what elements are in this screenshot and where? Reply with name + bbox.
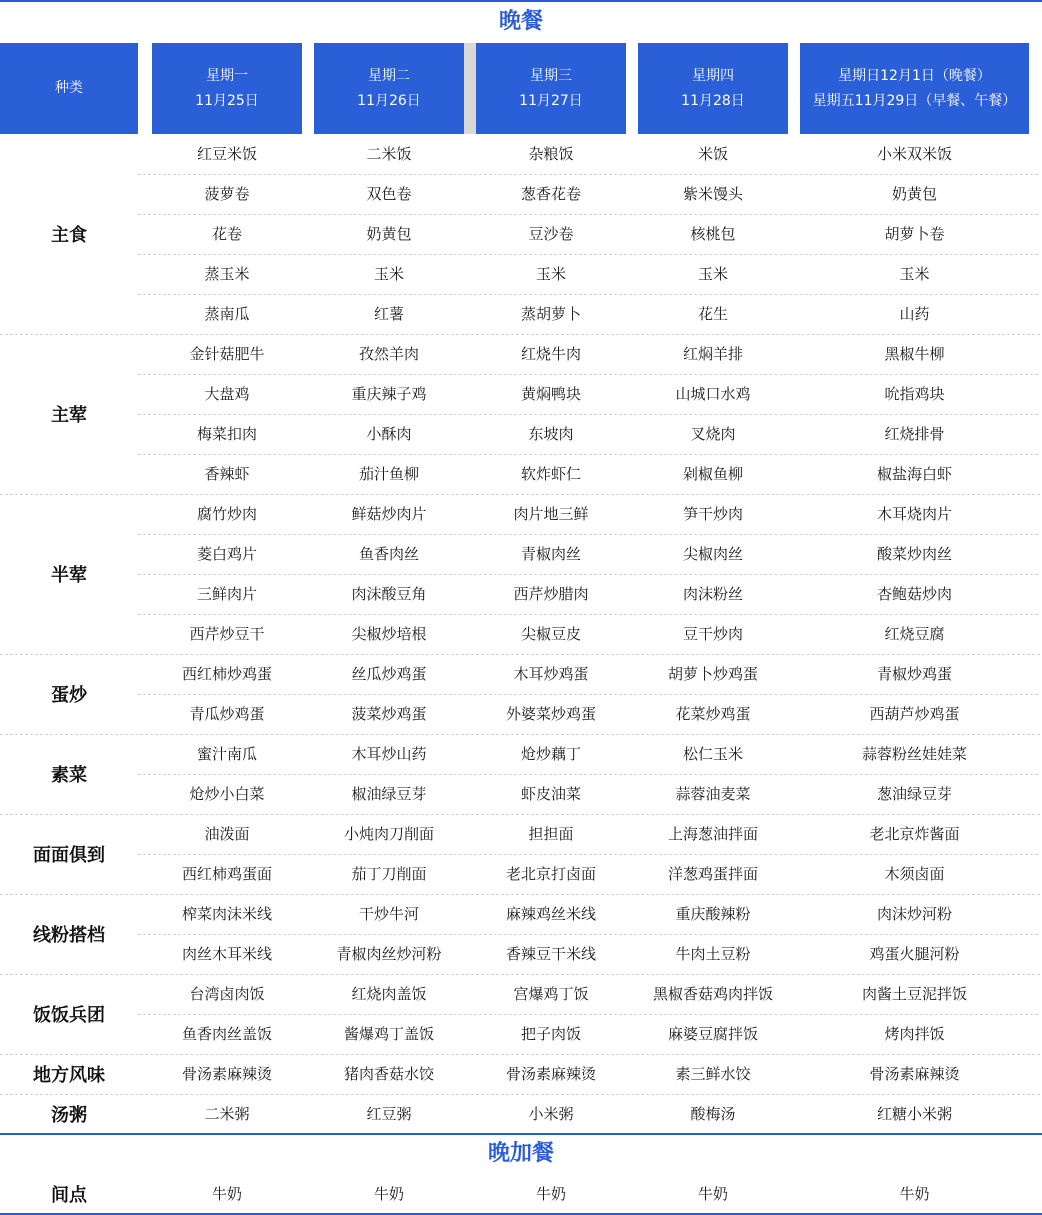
menu-cell: 鲜菇炒肉片 bbox=[351, 505, 427, 523]
header-day-date: 11月27日 bbox=[519, 92, 583, 109]
menu-cell: 老北京打卤面 bbox=[505, 865, 596, 883]
menu-cell: 红糖小米粥 bbox=[876, 1105, 952, 1123]
menu-cell: 台湾卤肉饭 bbox=[189, 985, 265, 1003]
menu-cell: 吮指鸡块 bbox=[884, 385, 945, 403]
row-divider bbox=[138, 454, 1038, 455]
menu-cell: 红烧豆腐 bbox=[884, 625, 945, 643]
menu-cell: 剁椒鱼柳 bbox=[682, 465, 743, 483]
menu-cell: 核桃包 bbox=[690, 225, 736, 243]
menu-cell: 牛奶 bbox=[697, 1185, 728, 1203]
menu-cell: 上海葱油拌面 bbox=[667, 825, 758, 843]
menu-cell: 虾皮油菜 bbox=[520, 785, 581, 803]
menu-cell: 肉沫炒河粉 bbox=[876, 905, 952, 923]
menu-cell: 蒸玉米 bbox=[204, 265, 250, 283]
menu-cell: 重庆酸辣粉 bbox=[675, 905, 751, 923]
row-divider bbox=[138, 934, 1038, 935]
menu-cell: 茄丁刀削面 bbox=[351, 865, 427, 883]
menu-cell: 杂粮饭 bbox=[528, 145, 574, 163]
menu-cell: 老北京炸酱面 bbox=[869, 825, 960, 843]
category-label: 地方风味 bbox=[33, 1065, 105, 1086]
menu-cell: 干炒牛河 bbox=[358, 905, 419, 923]
menu-cell: 玉米 bbox=[373, 265, 404, 283]
menu-cell: 二米粥 bbox=[204, 1105, 250, 1123]
menu-cell: 叉烧肉 bbox=[690, 425, 736, 443]
menu-cell: 蒜蓉粉丝娃娃菜 bbox=[861, 745, 967, 763]
menu-cell: 西芹炒腊肉 bbox=[513, 585, 589, 603]
menu-cell: 双色卷 bbox=[366, 185, 412, 203]
category-label: 蛋炒 bbox=[51, 685, 87, 706]
menu-cell: 黄焖鸭块 bbox=[520, 385, 581, 403]
menu-cell: 麻婆豆腐拌饭 bbox=[667, 1025, 758, 1043]
menu-cell: 猪肉香菇水饺 bbox=[343, 1065, 434, 1083]
row-divider bbox=[138, 294, 1038, 295]
menu-cell: 山城口水鸡 bbox=[675, 385, 751, 403]
category-label: 汤粥 bbox=[51, 1105, 87, 1126]
header-day-3 bbox=[476, 43, 626, 134]
menu-cell: 大盘鸡 bbox=[204, 385, 250, 403]
menu-cell: 菱白鸡片 bbox=[196, 545, 257, 563]
menu-cell: 洋葱鸡蛋拌面 bbox=[667, 865, 758, 883]
menu-cell: 鱼香肉丝盖饭 bbox=[181, 1025, 272, 1043]
menu-cell: 油泼面 bbox=[204, 825, 250, 843]
menu-cell: 麻辣鸡丝米线 bbox=[505, 905, 596, 923]
header-divider bbox=[464, 43, 476, 134]
menu-cell: 玉米 bbox=[697, 265, 728, 283]
menu-cell: 炝炒藕丁 bbox=[520, 745, 581, 763]
menu-cell: 牛奶 bbox=[211, 1185, 242, 1203]
menu-cell: 骨汤素麻辣烫 bbox=[181, 1065, 272, 1083]
header-day-5 bbox=[800, 43, 1029, 134]
menu-cell: 蒸南瓜 bbox=[204, 305, 250, 323]
header-day-date: 11月26日 bbox=[357, 92, 421, 109]
menu-cell: 木耳炒山药 bbox=[351, 745, 427, 763]
menu-cell: 胡萝卜炒鸡蛋 bbox=[667, 665, 758, 683]
menu-cell: 鸡蛋火腿河粉 bbox=[869, 945, 960, 963]
menu-cell: 木耳炒鸡蛋 bbox=[513, 665, 589, 683]
menu-cell: 西葫芦炒鸡蛋 bbox=[869, 705, 960, 723]
menu-cell: 松仁玉米 bbox=[682, 745, 743, 763]
menu-cell: 葱油绿豆芽 bbox=[876, 785, 952, 803]
snack-title: 晚加餐 bbox=[487, 1141, 554, 1166]
menu-cell: 三鲜肉片 bbox=[196, 585, 257, 603]
menu-cell: 葱香花卷 bbox=[520, 185, 581, 203]
menu-cell: 胡萝卜卷 bbox=[884, 225, 945, 243]
menu-cell: 花生 bbox=[697, 305, 728, 323]
menu-cell: 丝瓜炒鸡蛋 bbox=[351, 665, 427, 683]
header-day-2 bbox=[314, 43, 464, 134]
menu-cell: 孜然羊肉 bbox=[358, 345, 419, 363]
menu-cell: 香辣虾 bbox=[204, 465, 250, 483]
category-label: 主食 bbox=[51, 225, 87, 246]
category-label: 间点 bbox=[51, 1185, 87, 1206]
header-day-weekday: 星期一 bbox=[206, 67, 248, 84]
menu-cell: 腐竹炒肉 bbox=[196, 505, 257, 523]
menu-cell: 菠菜炒鸡蛋 bbox=[351, 705, 427, 723]
header-category-label: 种类 bbox=[55, 80, 83, 96]
menu-cell: 红烧肉盖饭 bbox=[351, 985, 427, 1003]
menu-cell: 花菜炒鸡蛋 bbox=[675, 705, 751, 723]
menu-cell: 黑椒牛柳 bbox=[884, 345, 945, 363]
menu-cell: 担担面 bbox=[528, 825, 574, 843]
row-divider bbox=[138, 414, 1038, 415]
menu-cell: 肉酱土豆泥拌饭 bbox=[861, 985, 967, 1003]
menu-cell: 蒜蓉油麦菜 bbox=[675, 785, 751, 803]
menu-cell: 奶黄包 bbox=[366, 225, 412, 243]
menu-cell: 牛肉土豆粉 bbox=[675, 945, 751, 963]
menu-cell: 木须卤面 bbox=[884, 865, 945, 883]
menu-cell: 小炖肉刀削面 bbox=[343, 825, 434, 843]
menu-cell: 尖椒豆皮 bbox=[520, 625, 581, 643]
menu-cell: 酱爆鸡丁盖饭 bbox=[343, 1025, 434, 1043]
menu-cell: 西红柿鸡蛋面 bbox=[181, 865, 272, 883]
menu-cell: 梅菜扣肉 bbox=[196, 425, 257, 443]
menu-cell: 红豆米饭 bbox=[196, 145, 257, 163]
menu-cell: 宫爆鸡丁饭 bbox=[513, 985, 589, 1003]
menu-cell: 豆沙卷 bbox=[528, 225, 574, 243]
menu-cell: 青瓜炒鸡蛋 bbox=[189, 705, 265, 723]
row-divider bbox=[138, 774, 1038, 775]
menu-cell: 青椒肉丝 bbox=[520, 545, 581, 563]
menu-cell: 蒸胡萝卜 bbox=[520, 305, 581, 323]
menu-cell: 金针菇肥牛 bbox=[189, 345, 265, 363]
menu-cell: 骨汤素麻辣烫 bbox=[869, 1065, 960, 1083]
row-divider bbox=[138, 854, 1038, 855]
menu-cell: 把子肉饭 bbox=[520, 1025, 581, 1043]
menu-cell: 蜜汁南瓜 bbox=[196, 745, 257, 763]
header-day-weekday: 星期日12月1日（晚餐） bbox=[838, 67, 991, 84]
menu-cell: 菠萝卷 bbox=[204, 185, 250, 203]
row-divider bbox=[138, 374, 1038, 375]
menu-cell: 奶黄包 bbox=[891, 185, 937, 203]
category-label: 饭饭兵团 bbox=[33, 1005, 105, 1026]
menu-cell: 骨汤素麻辣烫 bbox=[505, 1065, 596, 1083]
header-day-date: 11月25日 bbox=[195, 92, 259, 109]
menu-cell: 素三鲜水饺 bbox=[675, 1065, 751, 1083]
menu-cell: 烤肉拌饭 bbox=[884, 1025, 945, 1043]
menu-cell: 西红柿炒鸡蛋 bbox=[181, 665, 272, 683]
menu-cell: 米饭 bbox=[697, 145, 728, 163]
menu-cell: 玉米 bbox=[899, 265, 930, 283]
row-divider bbox=[138, 694, 1038, 695]
menu-cell: 红薯 bbox=[373, 305, 404, 323]
row-divider bbox=[138, 534, 1038, 535]
menu-cell: 豆干炒肉 bbox=[682, 625, 743, 643]
menu-cell: 杏鲍菇炒肉 bbox=[876, 585, 952, 603]
header-day-weekday: 星期二 bbox=[368, 67, 410, 84]
menu-cell: 炝炒小白菜 bbox=[189, 785, 265, 803]
row-divider bbox=[138, 614, 1038, 615]
menu-cell: 椒盐海白虾 bbox=[876, 465, 952, 483]
menu-cell: 东坡肉 bbox=[528, 425, 574, 443]
menu-cell: 肉沫粉丝 bbox=[682, 585, 743, 603]
menu-cell: 二米饭 bbox=[366, 145, 412, 163]
row-divider bbox=[138, 174, 1038, 175]
menu-cell: 小米粥 bbox=[528, 1105, 574, 1123]
menu-cell: 紫米馒头 bbox=[682, 185, 743, 203]
menu-cell: 酸梅汤 bbox=[690, 1105, 736, 1123]
category-label: 线粉搭档 bbox=[33, 925, 105, 946]
header-day-date: 11月28日 bbox=[681, 92, 745, 109]
menu-cell: 木耳烧肉片 bbox=[876, 505, 952, 523]
menu-cell: 红豆粥 bbox=[366, 1105, 412, 1123]
menu-cell: 青椒炒鸡蛋 bbox=[876, 665, 952, 683]
menu-cell: 牛奶 bbox=[535, 1185, 566, 1203]
category-label: 半荤 bbox=[51, 565, 87, 586]
row-divider bbox=[138, 214, 1038, 215]
menu-cell: 香辣豆干米线 bbox=[505, 945, 596, 963]
category-label: 素菜 bbox=[51, 765, 87, 786]
header-category bbox=[0, 43, 138, 134]
menu-cell: 肉丝木耳米线 bbox=[181, 945, 272, 963]
row-divider bbox=[138, 574, 1038, 575]
menu-cell: 肉片地三鲜 bbox=[513, 505, 589, 523]
menu-cell: 玉米 bbox=[535, 265, 566, 283]
menu-cell: 红烧牛肉 bbox=[520, 345, 581, 363]
menu-cell: 花卷 bbox=[211, 225, 242, 243]
menu-cell: 尖椒炒培根 bbox=[351, 625, 427, 643]
menu-cell: 红焖羊排 bbox=[682, 345, 743, 363]
menu-cell: 山药 bbox=[899, 305, 930, 323]
category-label: 主荤 bbox=[51, 405, 87, 426]
header-day-weekday: 星期三 bbox=[530, 67, 572, 84]
dinner-title: 晚餐 bbox=[498, 9, 543, 34]
row-divider bbox=[138, 254, 1038, 255]
header-day-1 bbox=[152, 43, 302, 134]
menu-cell: 牛奶 bbox=[373, 1185, 404, 1203]
menu-cell: 茄汁鱼柳 bbox=[358, 465, 419, 483]
menu-cell: 软炸虾仁 bbox=[520, 465, 581, 483]
menu-cell: 黑椒香菇鸡肉拌饭 bbox=[652, 985, 773, 1003]
menu-cell: 鱼香肉丝 bbox=[358, 545, 419, 563]
menu-cell: 青椒肉丝炒河粉 bbox=[336, 945, 442, 963]
menu-cell: 小米双米饭 bbox=[876, 145, 952, 163]
menu-cell: 红烧排骨 bbox=[884, 425, 945, 443]
menu-cell: 重庆辣子鸡 bbox=[351, 385, 427, 403]
menu-cell: 西芹炒豆干 bbox=[189, 625, 265, 643]
menu-cell: 小酥肉 bbox=[366, 425, 412, 443]
header-day-4 bbox=[638, 43, 788, 134]
menu-cell: 牛奶 bbox=[899, 1185, 930, 1203]
menu-cell: 笋干炒肉 bbox=[682, 505, 743, 523]
menu-cell: 肉沫酸豆角 bbox=[351, 585, 427, 603]
row-divider bbox=[138, 1014, 1038, 1015]
menu-cell: 外婆菜炒鸡蛋 bbox=[505, 705, 596, 723]
menu-cell: 椒油绿豆芽 bbox=[351, 785, 427, 803]
menu-cell: 尖椒肉丝 bbox=[682, 545, 743, 563]
menu-cell: 酸菜炒肉丝 bbox=[876, 545, 952, 563]
category-label: 面面俱到 bbox=[33, 845, 105, 866]
menu-cell: 榨菜肉沫米线 bbox=[181, 905, 272, 923]
header-day-weekday: 星期四 bbox=[692, 67, 734, 84]
header-day-date: 星期五11月29日（早餐、午餐） bbox=[812, 92, 1017, 109]
